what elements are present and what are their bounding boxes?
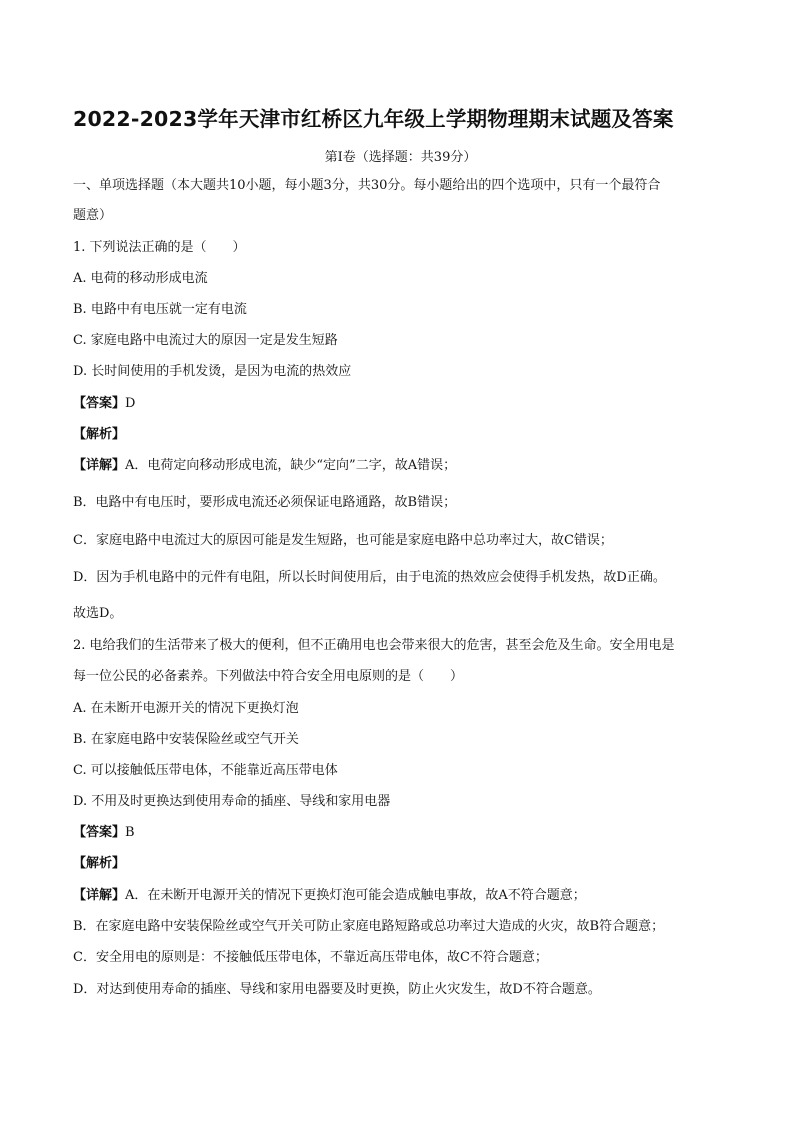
document-title: 2022-2023学年天津市红桥区九年级上学期物理期末试题及答案 bbox=[73, 107, 674, 131]
q1-detail-b: B．电路中有电压时，要形成电流还必须保证电路通路，故B错误； bbox=[73, 495, 457, 510]
section-subtitle: 第Ⅰ卷（选择题：共39分） bbox=[324, 150, 477, 165]
section-intro-line-1: 一、单项选择题（本大题共10小题，每小题3分，共30分。每小题给出的四个选项中，只有一个最符合 bbox=[73, 178, 661, 193]
q1-option-b: B. 电路中有电压就一定有电流 bbox=[73, 302, 247, 317]
q2-option-d: D. 不用及时更换达到使用寿命的插座、导线和家用电器 bbox=[73, 794, 391, 809]
q1-answer bbox=[73, 396, 135, 412]
section-intro-line-2: 题意） bbox=[73, 208, 113, 223]
q1-option-d: D. 长时间使用的手机发烫，是因为电流的热效应 bbox=[73, 364, 352, 379]
q2-answer bbox=[73, 825, 135, 841]
detail-label: 【详解】 bbox=[73, 458, 126, 473]
q1-option-a: A. 电荷的移动形成电流 bbox=[73, 271, 208, 286]
q2-option-c: C. 可以接触低压带电体，不能靠近高压带电体 bbox=[73, 763, 338, 778]
q2-detail-a bbox=[73, 888, 586, 904]
answer-value: B bbox=[125, 825, 135, 840]
q2-option-b: B. 在家庭电路中安装保险丝或空气开关 bbox=[73, 732, 299, 747]
answer-value: D bbox=[125, 396, 136, 411]
q2-option-a: A. 在未断开电源开关的情况下更换灯泡 bbox=[73, 701, 299, 716]
q1-option-c: C. 家庭电路中电流过大的原因一定是发生短路 bbox=[73, 333, 338, 348]
q2-detail-b: B．在家庭电路中安装保险丝或空气开关可防止家庭电路短路或总功率过大造成的火灾，故B符合题意； bbox=[73, 919, 665, 934]
q2-analysis-label: 【解析】 bbox=[73, 856, 126, 871]
q2-detail-c: C．安全用电的原则是：不接触低压带电体，不靠近高压带电体，故C不符合题意； bbox=[73, 950, 548, 965]
answer-label: 【答案】 bbox=[73, 825, 126, 840]
answer-label: 【答案】 bbox=[73, 396, 126, 411]
q2-detail-d: D．对达到使用寿命的插座、导线和家用电器要及时更换，防止火灾发生，故D不符合题意。 bbox=[73, 982, 601, 997]
q2-stem-line-1: 2. 电给我们的生活带来了极大的便利，但不正确用电也会带来很大的危害，甚至会危及生命。安全用电是 bbox=[73, 638, 675, 653]
q1-analysis-label: 【解析】 bbox=[73, 427, 126, 442]
q1-conclusion: 故选D。 bbox=[73, 606, 123, 621]
detail-text: A．在未断开电源开关的情况下更换灯泡可能会造成触电事故，故A不符合题意； bbox=[125, 888, 586, 903]
q2-stem-line-2: 每一位公民的必备素养。下列做法中符合安全用电原则的是（ ） bbox=[73, 669, 464, 684]
q1-detail-d: D．因为手机电路中的元件有电阻，所以长时间使用后，由于电流的热效应会使得手机发热，故D正确。 bbox=[73, 570, 666, 585]
detail-label: 【详解】 bbox=[73, 888, 126, 903]
detail-text: A．电荷定向移动形成电流，缺少“定向”二字，故A错误； bbox=[125, 458, 457, 473]
q1-stem: 1. 下列说法正确的是（ ） bbox=[73, 240, 246, 255]
q1-detail-a bbox=[73, 458, 456, 474]
q1-detail-c: C．家庭电路中电流过大的原因可能是发生短路，也可能是家庭电路中总功率过大，故C错误； bbox=[73, 533, 613, 548]
